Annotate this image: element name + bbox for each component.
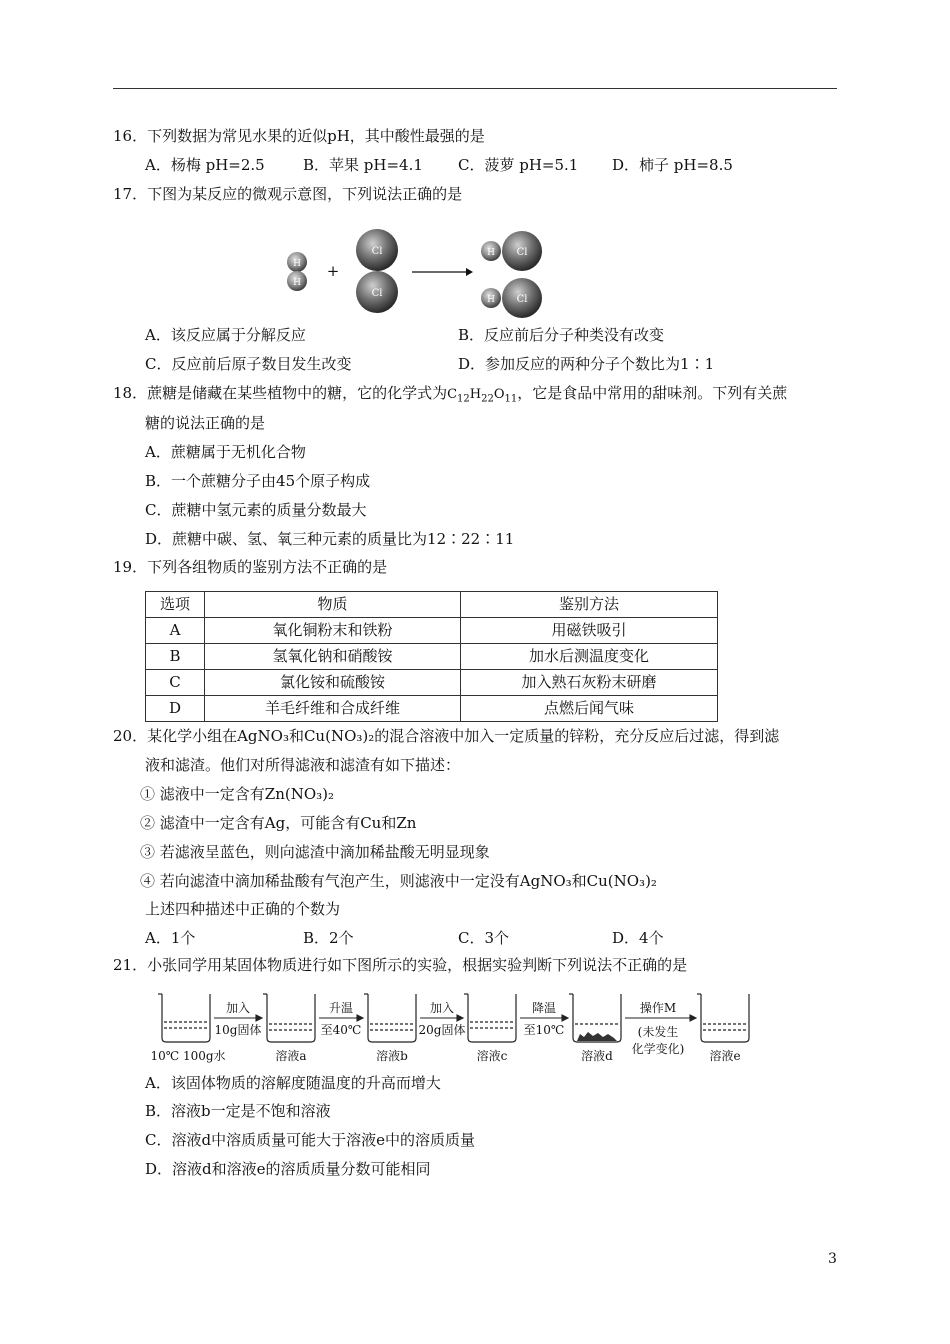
table-cell: D [146, 696, 205, 722]
q18-stem-part-a: 18．蔗糖是储藏在某些植物中的糖，它的化学式为 [113, 384, 448, 402]
q16-option-d: D．柿子 pH=8.5 [612, 156, 733, 174]
q17-option-a: A．该反应属于分解反应 [145, 326, 306, 344]
q20-statement-1: ① 滤液中一定含有Zn(NO₃)₂ [140, 785, 335, 803]
step-label: 加入 [225, 1001, 251, 1015]
q18-option-b: B．一个蔗糖分子由45个原子构成 [145, 472, 371, 490]
table-cell: 加入熟石灰粉末研磨 [461, 670, 718, 696]
q18-stem [113, 383, 787, 405]
beaker [263, 994, 315, 1042]
q21-option-c: C．溶液d中溶质质量可能大于溶液e中的溶质质量 [145, 1131, 475, 1149]
solution-label: 溶液b [376, 1049, 408, 1063]
header-cell: 选项 [146, 592, 205, 618]
q20-stem-cont: 液和滤渣。他们对所得滤液和滤渣有如下描述： [145, 756, 461, 774]
cl-label: Cl [516, 247, 528, 258]
reaction-arrow [412, 268, 473, 276]
step-arrow [520, 1015, 568, 1021]
q16-option-b: B．苹果 pH=4.1 [303, 156, 423, 174]
h-label: H [487, 295, 495, 305]
step-label: 至10℃ [523, 1023, 565, 1037]
step-label: 操作M [639, 1001, 677, 1015]
hcl-molecule [481, 278, 542, 318]
q21-stem: 21．小张同学用某固体物质进行如下图所示的实验，根据实验判断下列说法不正确的是 [113, 956, 688, 974]
h-label: H [293, 278, 301, 288]
q21-option-b: B．溶液b一定是不饱和溶液 [145, 1102, 331, 1120]
solution-label: 溶液a [275, 1049, 307, 1063]
cl-label: Cl [516, 294, 528, 305]
table-cell: B [146, 644, 205, 670]
q20-ask: 上述四种描述中正确的个数为 [145, 900, 341, 918]
table-row [146, 696, 718, 722]
header-cell: 物质 [205, 592, 461, 618]
step-label: 至40℃ [320, 1023, 362, 1037]
hydrogen-molecule [287, 252, 307, 291]
cl-label: Cl [371, 288, 383, 299]
beaker [464, 994, 516, 1042]
q18-option-d: D．蔗糖中碳、氢、氧三种元素的质量比为12∶22∶11 [145, 530, 515, 548]
table-cell: C [146, 670, 205, 696]
beaker [364, 994, 416, 1042]
table-cell: 点燃后闻气味 [461, 696, 718, 722]
table-row [146, 644, 718, 670]
q18-option-c: C．蔗糖中氢元素的质量分数最大 [145, 501, 367, 519]
q18-option-a: A．蔗糖属于无机化合物 [145, 443, 306, 461]
q17-option-b: B．反应前后分子种类没有改变 [458, 326, 665, 344]
step-arrow [625, 1015, 696, 1021]
step-label: 降温 [531, 1001, 557, 1015]
solution-label: 溶液c [476, 1049, 508, 1063]
table-cell: 用磁铁吸引 [461, 618, 718, 644]
step-label: 升温 [328, 1001, 354, 1015]
step-label: 化学变化) [631, 1042, 685, 1056]
table-cell: 加水后测温度变化 [461, 644, 718, 670]
start-label: 10℃ 100g水 [150, 1049, 226, 1063]
q20-statement-4: ④ 若向滤渣中滴加稀盐酸有气泡产生，则滤液中一定没有AgNO₃和Cu(NO₃)₂ [140, 872, 657, 890]
hcl-molecule [481, 231, 542, 271]
q21-option-d: D．溶液d和溶液e的溶质质量分数可能相同 [145, 1160, 431, 1178]
page-number: 3 [828, 1251, 837, 1267]
q20-stem: 20．某化学小组在AgNO₃和Cu(NO₃)₂的混合溶液中加入一定质量的锌粉，充分反应后过滤，得到滤 [113, 727, 780, 745]
step-label: 10g固体 [214, 1023, 262, 1037]
q20-option-d: D．4个 [612, 929, 664, 947]
step-label: (未发生 [637, 1025, 679, 1039]
table-header-row [146, 592, 718, 618]
header-cell: 鉴别方法 [461, 592, 718, 618]
q20-statement-2: ② 滤渣中一定含有Ag，可能含有Cu和Zn [140, 814, 417, 832]
sucrose-formula: $C_{12}H_{22}O_{11}$ [447, 387, 518, 405]
cl-label: Cl [371, 246, 383, 257]
plus-sign: + [326, 262, 340, 280]
beaker [697, 994, 749, 1042]
table-row [146, 618, 718, 644]
q17-option-c: C．反应前后原子数目发生改变 [145, 355, 352, 373]
beaker [158, 994, 210, 1042]
table-cell: 氯化铵和硫酸铵 [205, 670, 461, 696]
h-label: H [487, 248, 495, 258]
step-label: 加入 [429, 1001, 455, 1015]
solution-label: 溶液d [581, 1049, 613, 1063]
q19-table [145, 591, 718, 722]
q20-option-c: C．3个 [458, 929, 510, 947]
table-cell: 羊毛纤维和合成纤维 [205, 696, 461, 722]
table-cell: 氢氧化钠和硝酸铵 [205, 644, 461, 670]
table-cell: A [146, 618, 205, 644]
chlorine-molecule [356, 229, 398, 313]
table-row [146, 670, 718, 696]
precipitate [577, 1032, 617, 1041]
table-cell: 氧化铜粉末和铁粉 [205, 618, 461, 644]
reaction-diagram [270, 224, 570, 324]
step-arrow [319, 1015, 363, 1021]
experiment-diagram [148, 986, 768, 1070]
q20-option-b: B．2个 [303, 929, 354, 947]
step-arrow [420, 1015, 463, 1021]
q17-stem: 17．下图为某反应的微观示意图，下列说法正确的是 [113, 185, 463, 203]
step-arrow [214, 1015, 262, 1021]
q16-option-a: A．杨梅 pH=2.5 [145, 156, 265, 174]
h-label: H [293, 259, 301, 269]
q21-option-a: A．该固体物质的溶解度随温度的升高而增大 [145, 1074, 441, 1092]
q17-option-d: D．参加反应的两种分子个数比为1∶1 [458, 355, 715, 373]
solution-label: 溶液e [709, 1049, 741, 1063]
step-label: 20g固体 [418, 1023, 466, 1037]
q18-stem-cont: 糖的说法正确的是 [145, 414, 266, 432]
q20-statement-3: ③ 若滤液呈蓝色，则向滤渣中滴加稀盐酸无明显现象 [140, 843, 490, 861]
q18-stem-part-b: ，它是食品中常用的甜味剂。下列有关蔗 [517, 384, 788, 402]
q20-option-a: A．1个 [145, 929, 196, 947]
header-rule [113, 88, 837, 89]
q16-option-c: C．菠萝 pH=5.1 [458, 156, 579, 174]
q19-stem: 19．下列各组物质的鉴别方法不正确的是 [113, 558, 388, 576]
q16-stem: 16．下列数据为常见水果的近似pH，其中酸性最强的是 [113, 127, 485, 145]
